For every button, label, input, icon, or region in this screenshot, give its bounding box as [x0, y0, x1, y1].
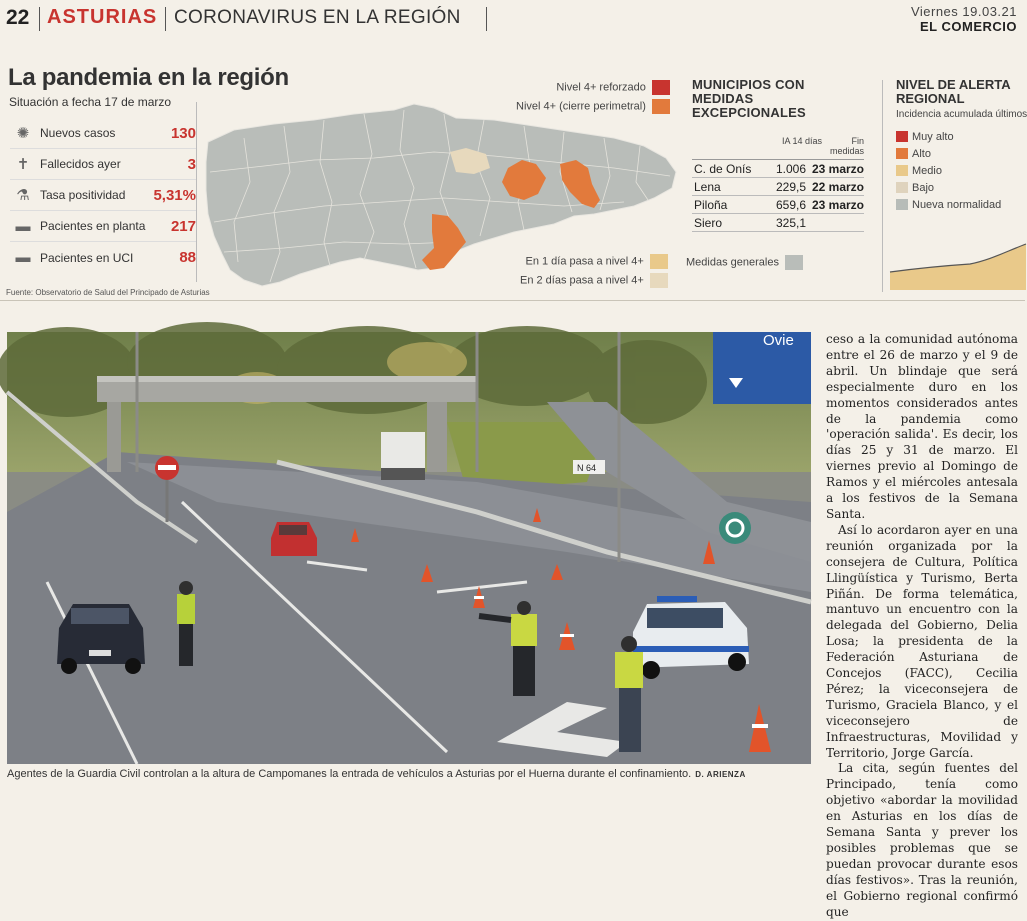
- stat-label: Fallecidos ayer: [40, 157, 121, 171]
- column-divider: [882, 80, 883, 292]
- photo-illustration: [7, 332, 811, 764]
- municipios-title: MUNICIPIOS CON MEDIDAS EXCEPCIONALES: [692, 77, 806, 120]
- table-row: Siero 325,1: [692, 214, 864, 232]
- source-note: Fuente: Observatorio de Salud del Principado de Asturias: [6, 288, 210, 297]
- stat-value: 5,31%: [153, 186, 196, 204]
- legend-swatch: [652, 80, 670, 95]
- article-paragraph: ceso a la comunidad autónoma entre el 26 de marzo y el 9 de abril. Un blindaje que será especialmente duro en los momentos considerados antes de la pandemia como 'operación salida'. Es decir, los días 25 y 31 de marzo. El viernes previo al Domingo de Ramos y el miércoles antesala a los festivos de la Semana Santa.: [826, 332, 1018, 521]
- legend-item: [520, 273, 668, 292]
- legend-swatch: [650, 254, 668, 269]
- col-fin: Fin medidas: [829, 136, 864, 156]
- map-legend-top: [516, 80, 670, 118]
- publication-name: EL COMERCIO: [920, 19, 1017, 34]
- infographic-title: La pandemia en la región: [8, 64, 289, 91]
- legend-item: [516, 99, 670, 118]
- table-row: Piloña 659,6 23 marzo: [692, 196, 864, 214]
- stat-label: Pacientes en planta: [40, 219, 146, 233]
- article-paragraph: Así lo acordaron ayer en una reunión organizada por la consejera de Cultura, Política Llingüística y Turismo, Berta Piñán. De forma telemática, mantuvo un encuentro con la delegada del Gobierno, Delia Losa; la presidenta de la Federación Asturiana de Concejos (FACC), Cecilia Pérez; la viceconsejera de Turismo, Graciela Blanco, y el viceconsejero de Infraestructuras, Movilidad y Territorio, Jorge García.: [826, 522, 1018, 760]
- topic-label: CORONAVIRUS EN LA REGIÓN: [174, 7, 461, 28]
- alert-swatch: [896, 148, 908, 159]
- alert-level-item: Alto: [896, 145, 1025, 162]
- stat-value: 217: [170, 217, 196, 235]
- alert-swatch: [896, 165, 908, 176]
- masthead-divider: [165, 7, 166, 31]
- alert-level-item: Nueva normalidad: [896, 196, 1025, 213]
- stat-label: Nuevos casos: [40, 126, 116, 140]
- map-legend-bottom: [520, 254, 668, 292]
- legend-label: En 2 días pasa a nivel 4+: [520, 274, 644, 287]
- column-divider: [196, 102, 197, 282]
- incidence-curve: [890, 238, 1026, 290]
- table-row: Lena 229,5 22 marzo: [692, 178, 864, 196]
- exit-sign-text: N 64: [577, 463, 597, 473]
- masthead: [0, 0, 1025, 38]
- stat-row: [10, 211, 196, 242]
- stat-label: Pacientes en UCI: [40, 250, 134, 265]
- stat-label: Tasa positividad: [40, 188, 126, 202]
- stat-value: 130: [170, 124, 196, 142]
- legend-swatch: [650, 273, 668, 288]
- alert-swatch: [896, 182, 908, 193]
- alert-swatch: [896, 131, 908, 142]
- icu-bed-icon: ▬: [15, 249, 31, 266]
- highway-sign-text: Ovie: [763, 332, 794, 349]
- legend-label: Nivel 4+ reforzado: [556, 81, 646, 94]
- stats-list: [10, 118, 196, 273]
- legend-label: Medidas generales: [686, 256, 779, 269]
- article-paragraph: La cita, según fuentes del Principado, tenía como objetivo «abordar la movilidad en Asturias en los días de Semana Santa y prever los posibles problemas que se puedan provocar durante esos días festivos». Tras la reunión, el Gobierno regional confirmó que: [826, 761, 1018, 919]
- stat-value: 88: [179, 249, 196, 266]
- caption-text: Agentes de la Guardia Civil controlan a la altura de Campomanes la entrada de vehículos a Asturias por el Huerna durante el confinamiento.: [7, 768, 692, 780]
- photo-caption: [7, 768, 811, 780]
- hospital-bed-icon: ▬: [15, 217, 31, 235]
- stat-row: [10, 242, 196, 273]
- legend-swatch: [652, 99, 670, 114]
- section-rule: [0, 300, 1025, 301]
- legend-label: En 1 día pasa a nivel 4+: [525, 255, 644, 268]
- alert-swatch: [896, 199, 908, 210]
- section-label: ASTURIAS: [47, 6, 158, 28]
- col-ia: IA 14 días: [781, 136, 822, 146]
- table-row: C. de Onís 1.006 23 marzo: [692, 160, 864, 178]
- pandemic-infographic: [0, 58, 1025, 304]
- table-header: [692, 136, 864, 160]
- legend-swatch: [785, 255, 803, 270]
- issue-date: Viernes 19.03.21: [910, 4, 1017, 19]
- page-number: 22: [6, 6, 30, 29]
- test-tube-icon: ⚗: [16, 187, 30, 204]
- stat-row: [10, 180, 196, 211]
- stat-value: 3: [187, 155, 196, 173]
- checkpoint-photo: [7, 332, 811, 764]
- legend-item: [516, 80, 670, 99]
- infographic-subtitle: Situación a fecha 17 de marzo: [9, 95, 172, 109]
- map-legend-general: [686, 255, 803, 270]
- stat-row: [10, 118, 196, 149]
- article-column: [826, 332, 1018, 921]
- alert-level-item: Medio: [896, 162, 1025, 179]
- alert-level-item: Muy alto: [896, 128, 1025, 145]
- masthead-divider: [486, 7, 487, 31]
- alert-level-panel: [896, 78, 1025, 213]
- legend-item: [520, 254, 668, 273]
- dark-car: [57, 604, 145, 674]
- legend-label: Nivel 4+ (cierre perimetral): [516, 100, 646, 113]
- guard-officer: [615, 636, 643, 752]
- alert-legend: [896, 128, 1025, 213]
- alert-title: NIVEL DE ALERTA REGIONAL: [896, 77, 1011, 106]
- alert-description: Incidencia acumulada últimos: [896, 109, 1027, 120]
- alert-level-item: Bajo: [896, 179, 1025, 196]
- red-car: [271, 522, 317, 556]
- stat-row: [10, 149, 196, 180]
- tombstone-icon: ✝: [16, 156, 30, 173]
- virus-icon: ✺: [16, 125, 30, 142]
- photo-credit: D. ARIENZA: [695, 770, 746, 779]
- municipios-table: [692, 78, 864, 232]
- dateline: [911, 4, 1017, 34]
- highway-sign: [713, 332, 811, 404]
- masthead-divider: [39, 7, 40, 31]
